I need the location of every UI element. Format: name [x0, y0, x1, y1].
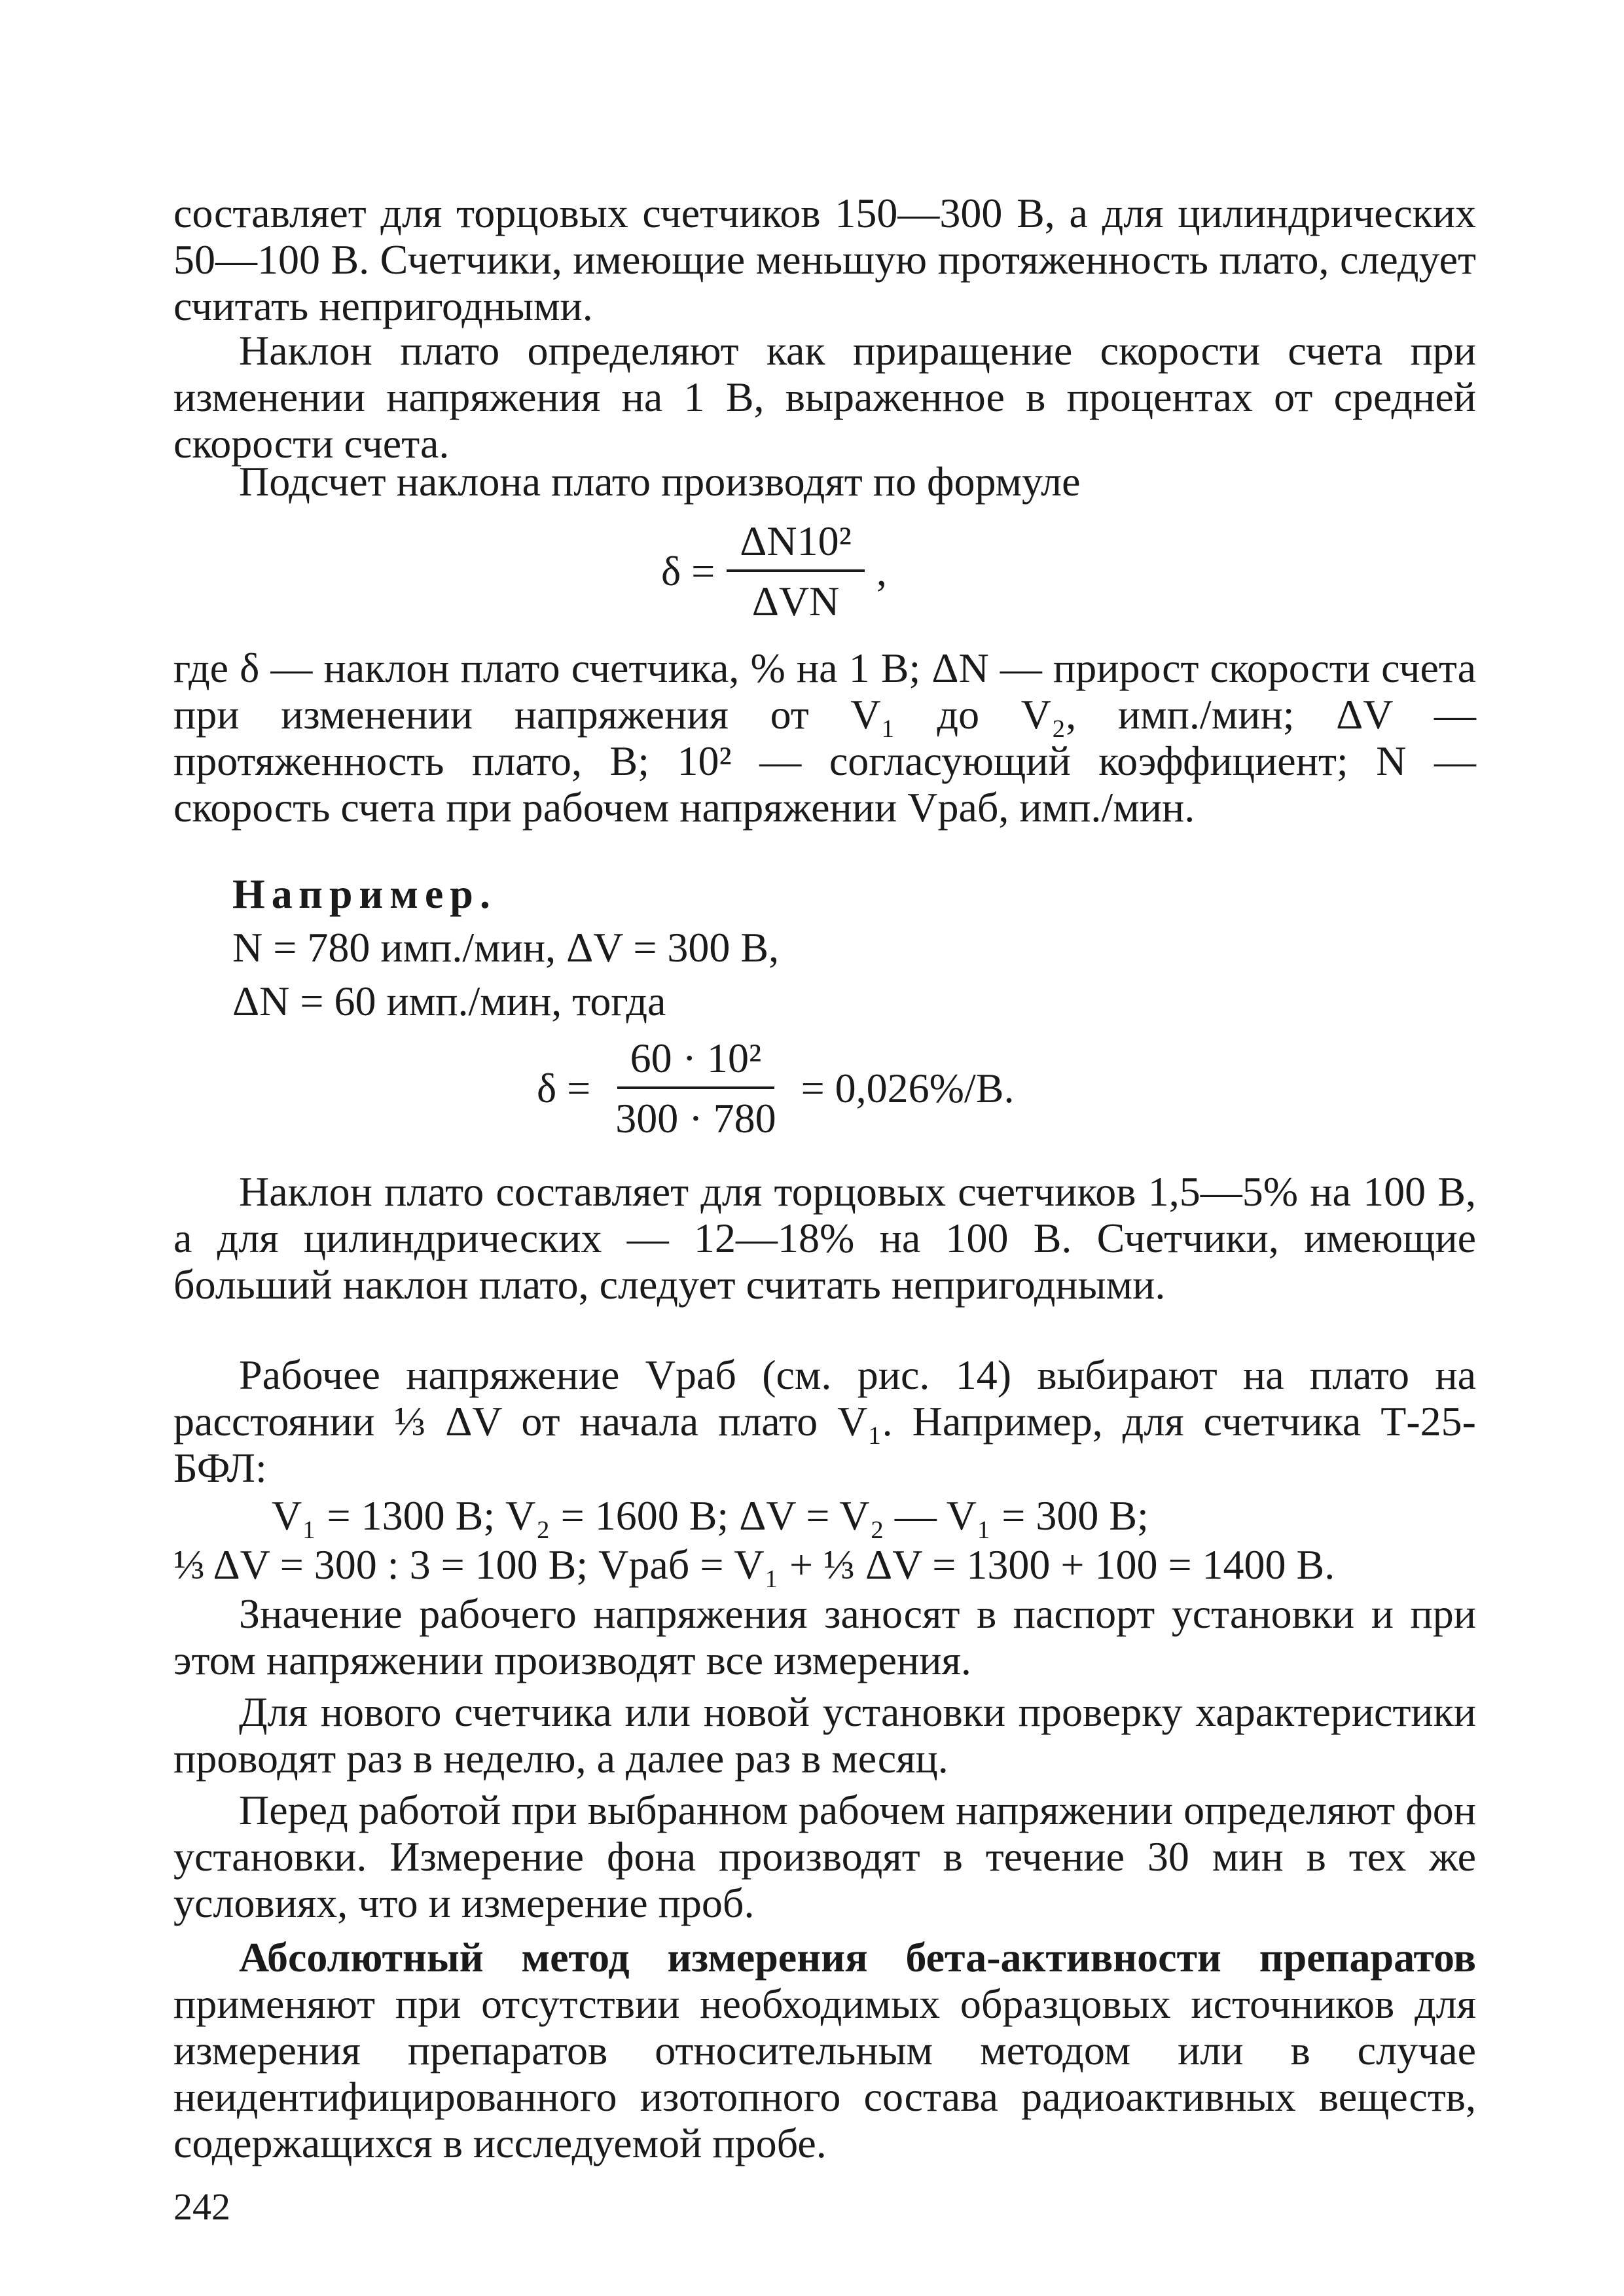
paragraph-10-heading: Абсолютный метод измерения бета-активности препаратов [239, 1934, 1476, 1981]
example-line-1: N = 780 имп./мин, ΔV = 300 В, [232, 924, 780, 971]
formula-numerator: ΔN10² [727, 517, 865, 572]
paragraph-7: Значение рабочего напряжения заносят в паспорт установки и при этом напряжении производят все измерения. [173, 1590, 1476, 1683]
example-formula-denominator: 300 · 780 [615, 1095, 776, 1141]
paragraph-10 [173, 1934, 1476, 2166]
paragraph-2: Наклон плато определяют как приращение скорости счета при изменении напряжения на 1 В, выраженное в процентах от средней скорости счета. [173, 327, 1476, 467]
paragraph-1: составляет для торцовых счетчиков 150—300 В, а для цилиндрических 50—100 В. Счетчики, имеющие меньшую протяженность плато, следует считать непригодными. [173, 190, 1476, 329]
formula-denominator: ΔVN [751, 578, 840, 624]
paragraph-3: Подсчет наклона плато производят по формуле [239, 458, 1081, 505]
example-label: Например. [232, 870, 497, 917]
paragraph-9: Перед работой при выбранном рабочем напряжении определяют фон установки. Измерение фона производят в течение 30 мин в тех же условиях, что и измерение проб. [173, 1787, 1476, 1926]
paragraph-4-definitions: где δ — наклон плато счетчика, % на 1 В; ΔN — прирост скорости счета при изменении напряжения от V₁ до V₂, имп./мин; ΔV — протяженность плато, В; 10² — согласующий коэффициент; N — скорость счета при рабочем напряжении Vраб, имп./мин. [173, 645, 1477, 831]
paragraph-6: Рабочее напряжение Vраб (см. рис. 14) выбирают на плато на расстоянии ⅓ ΔV от начала плато V₁. Например, для счетчика Т-25-БФЛ: [173, 1352, 1476, 1491]
paragraph-5: Наклон плато составляет для торцовых счетчиков 1,5—5% на 100 В, а для цилиндрических — 12—18% на 100 В. Счетчики, имеющие больший наклон плато, следует считать непригодными. [173, 1168, 1476, 1308]
example-formula-rhs: = 0,026%/В. [801, 1065, 1015, 1111]
example-formula-numerator: 60 · 10² [617, 1034, 775, 1089]
example-formula-fraction [602, 1034, 789, 1143]
slope-formula [661, 517, 887, 626]
formula-fraction [727, 517, 865, 626]
formula-lhs: δ = [661, 548, 715, 594]
example-line-2: ΔN = 60 имп./мин, тогда [232, 978, 666, 1024]
example-formula [537, 1034, 1014, 1143]
paragraph-10-body: применяют при отсутствии необходимых образцовых источников для измерения препаратов относительным методом или в случае неидентифицированного изотопного состава радиоактивных веществ, содержащихся в исследуемой пробе. [173, 1981, 1476, 2166]
calculation-line-2: ⅓ ΔV = 300 : 3 = 100 В; Vраб = V₁ + ⅓ ΔV = 1300 + 100 = 1400 В. [173, 1541, 1335, 1588]
example-formula-lhs: δ = [537, 1065, 591, 1111]
formula-trailing-comma: , [876, 548, 887, 594]
calculation-line-1: V₁ = 1300 В; V₂ = 1600 В; ΔV = V₂ — V₁ = 300 В; [272, 1492, 1149, 1539]
page-number: 242 [173, 2185, 230, 2228]
paragraph-8: Для нового счетчика или новой установки проверку характеристики проводят раз в неделю, а далее раз в месяц. [173, 1689, 1476, 1782]
